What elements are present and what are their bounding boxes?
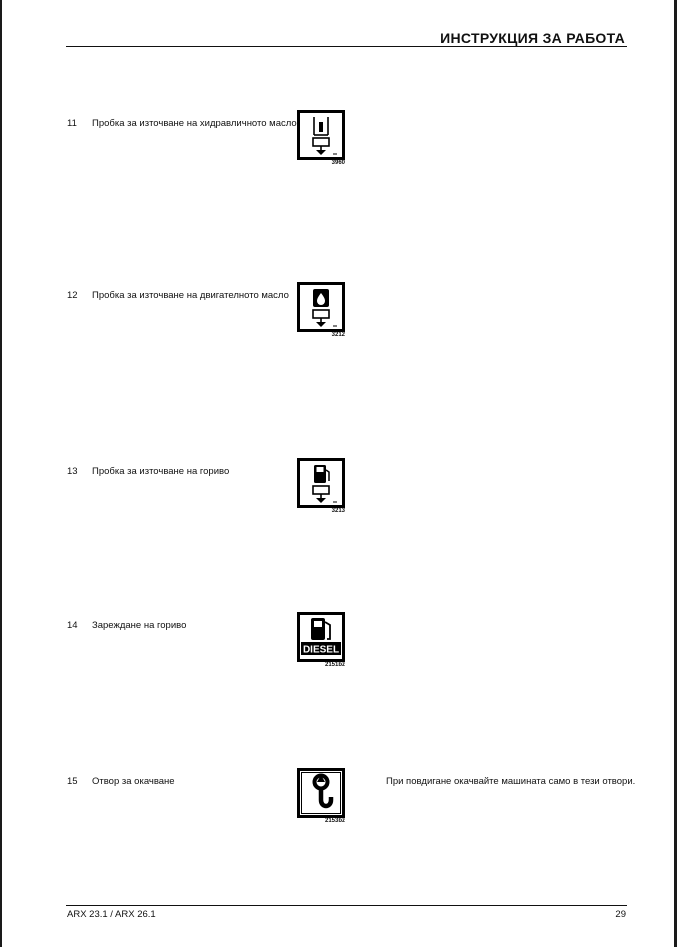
- page-title: ИНСТРУКЦИЯ ЗА РАБОТА: [440, 30, 625, 46]
- header-divider: [66, 46, 627, 47]
- icon-code: 3213: [331, 508, 345, 514]
- item-number: 11: [67, 118, 77, 129]
- diesel-label: DIESEL: [302, 644, 340, 656]
- fuel-drain-icon: [297, 458, 347, 518]
- item-note: При повдигане окачвайте машината само в тези отвори.: [386, 776, 636, 787]
- icon-code: 3960: [331, 160, 345, 166]
- footer-divider: [66, 905, 627, 906]
- item-number: 15: [67, 776, 78, 787]
- item-label: Зареждане на гориво: [92, 620, 187, 631]
- footer-model: ARX 23.1 / ARX 26.1: [67, 909, 156, 920]
- icon-code: 2153bz: [324, 818, 345, 824]
- icon-code: 2151bz: [324, 662, 345, 668]
- item-number: 12: [67, 290, 78, 301]
- item-label: Пробка за източване на двигателното масло: [92, 290, 289, 301]
- icon-code: 3212: [331, 332, 345, 338]
- diesel-fuel-pump-icon: [297, 612, 347, 672]
- item-label: Отвор за окачване: [92, 776, 175, 787]
- hydraulic-oil-drain-icon: [297, 110, 347, 170]
- item-label: Пробка за източване на хидравличното масло: [92, 118, 297, 129]
- engine-oil-drain-icon: [297, 282, 347, 342]
- item-number: 14: [67, 620, 78, 631]
- item-label: Пробка за източване на гориво: [92, 466, 230, 477]
- lifting-hook-icon: [297, 768, 347, 828]
- item-number: 13: [67, 466, 78, 477]
- page-border-left: [0, 0, 2, 947]
- page-number: 29: [615, 909, 626, 920]
